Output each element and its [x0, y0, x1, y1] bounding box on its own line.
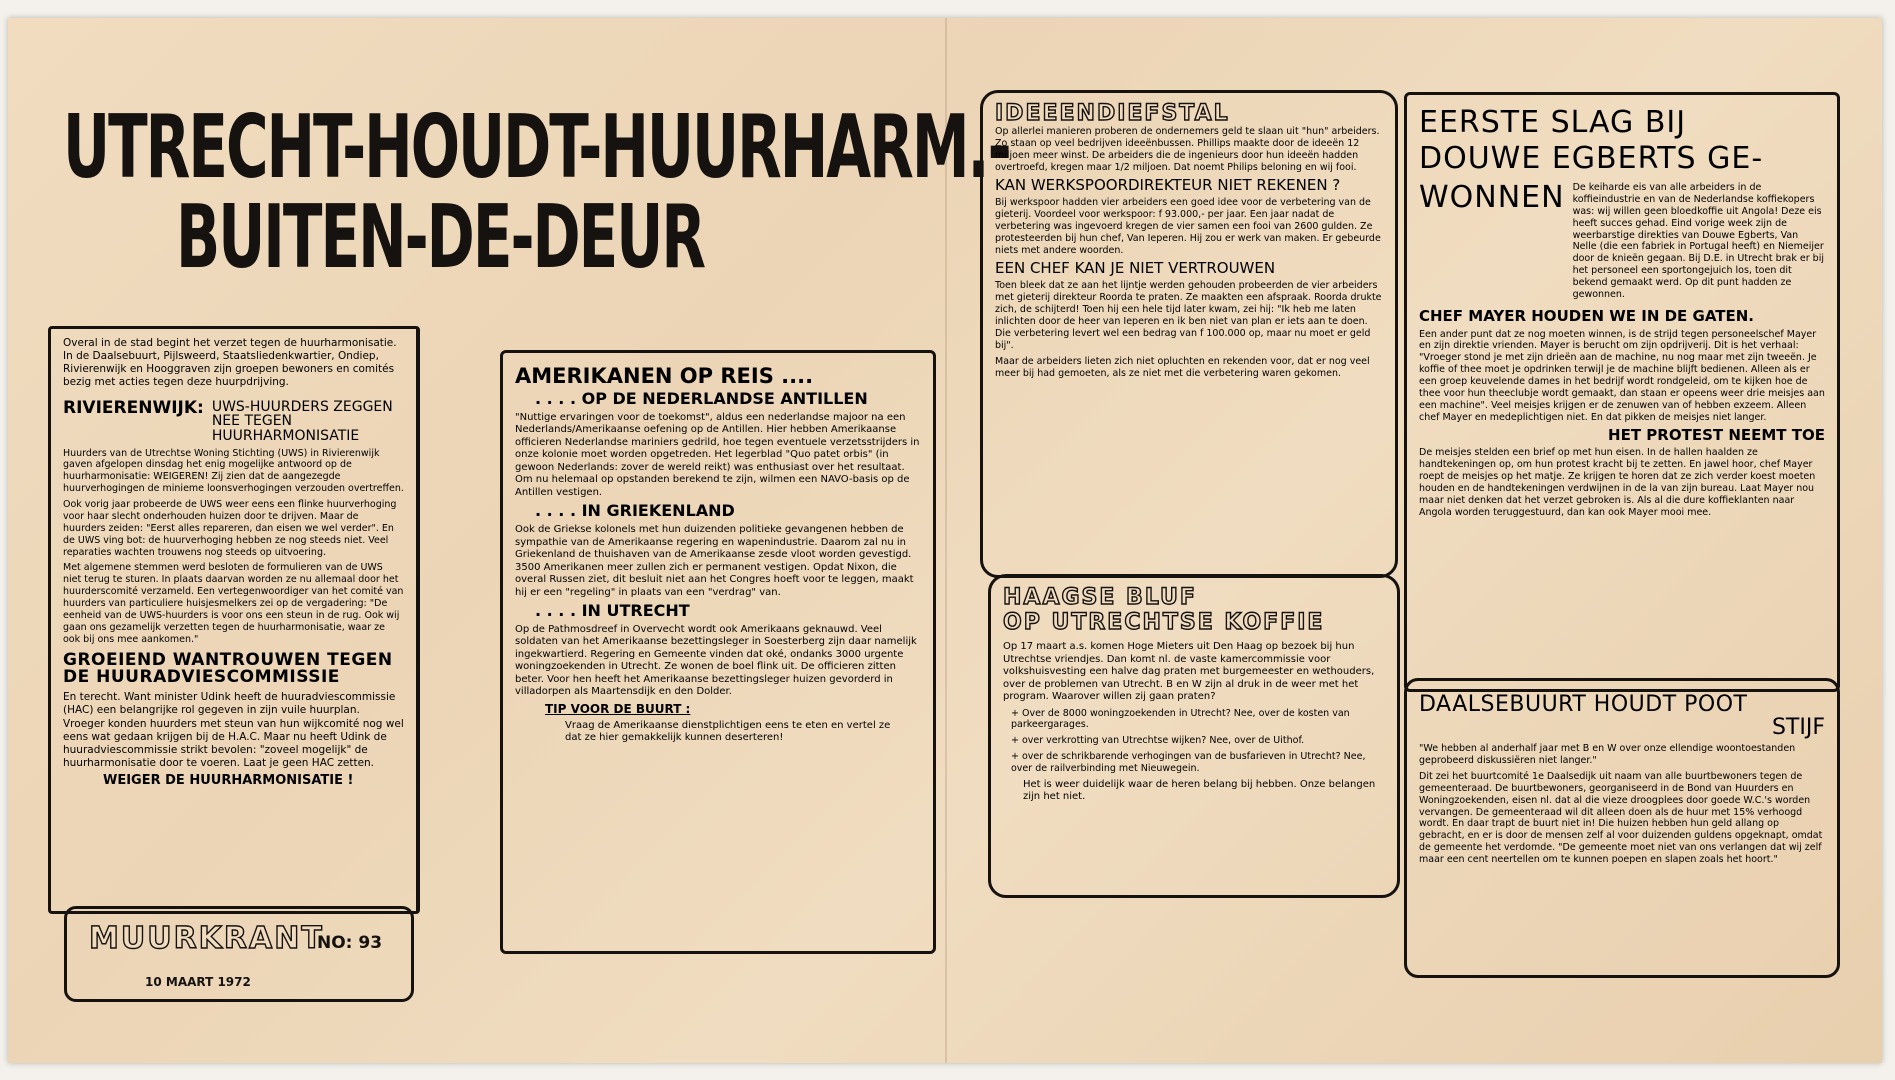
douwe-heading3: WONNEN — [1419, 180, 1565, 215]
left-body4: En terecht. Want minister Udink heeft de huuradviescommissie (HAC) een belangrijke rol gegeven in zijn vuile huurplan. Vroeger konden huurders met steun van hun wijkcomité nog wel eens wat gedaan krijgen bij de H.A.C. Maar nu heeft Udink de huuradviescommissie strikt bevolen: "zoveel mogelijk" de huurharmonisatie door te voeren. Laat je geen HAC zetten. — [63, 691, 404, 769]
main-title-line1: UTRECHT-HOUDT-HUURHARM.- — [63, 96, 1010, 198]
left-body3: Met algemene stemmen werd besloten de formulieren van de UWS niet terug te sturen. In plaats daarvan worden ze nu allemaal door het huurderscomité verzameld. Een vertegenwoordiger van het comité van huurders van particuliere huisjesmelkers zei op de vergadering: "De eenheid van de UWS-huurders is voor ons een steun in de rug. Ook wij gaan ons gezamelijk verzetten tegen de huurharmonisatie, waar ze ook bij ons mee aankomen." — [63, 562, 404, 645]
masthead-box — [64, 906, 414, 1002]
tip-body: Vraag de Amerikaanse dienstplichtigen eens te eten en vertel ze dat ze hier gemakkelijk kunnen deserteren! — [565, 719, 891, 744]
douwe-heading1: EERSTE SLAG BIJ — [1419, 105, 1687, 140]
haagse-item2: + over verkrotting van Utrechtse wijken? Nee, over de Uithof. — [1011, 735, 1305, 747]
griekenland-heading: . . . . IN GRIEKENLAND — [535, 501, 735, 521]
mayer-heading: CHEF MAYER HOUDEN WE IN DE GATEN. — [1419, 306, 1754, 325]
ideeendiefstal-heading: IDEEENDIEFSTAL — [995, 101, 1230, 126]
ideeendiefstal-box — [980, 90, 1398, 578]
utrecht-heading: . . . . IN UTRECHT — [535, 601, 690, 621]
antillen-heading: . . . . OP DE NEDERLANDSE ANTILLEN — [535, 389, 868, 409]
haagse-heading2: OP UTRECHTSE KOFFIE — [1003, 610, 1325, 635]
amerikanen-heading: AMERIKANEN OP REIS .... — [515, 364, 814, 388]
left-column — [48, 326, 420, 914]
douwe-body3: De meisjes stelden een brief op met hun eisen. In de hallen haalden ze handtekeningen op, om hun protest kracht bij te zetten. En jawel hoor, chef Mayer roept de meisjes op het matje. Ze krijgen te horen dat ze zich verder koest moeten houden en de handtekeningen verdwijnen in de la van zijn bureau. Laat Mayer nou maar niet denken dat het verzet gebroken is. Als al die dure koffieklanten naar Angola worden teruggestuurd, dan kan ook Mayer mooi mee. — [1419, 447, 1816, 518]
left-body2: Ook vorig jaar probeerde de UWS weer eens een flinke huurverhoging voor haar slecht onderhouden huizen door te drijven. Maar de huurders zeiden: "Eerst alles repareren, dan eisen we wel verder". En de UWS ving bot: de huurverhoging hebben ze nog steeds niet. Veel reparaties wachten trouwens nog steeds op uitvoering. — [63, 499, 397, 558]
tip-heading: TIP VOOR DE BUURT : — [545, 701, 691, 716]
douwe-body1-start — [1573, 182, 1825, 301]
left-body1: Huurders van de Utrechtse Woning Stichting (UWS) in Rivierenwijk gaven afgelopen dinsdag het enig mogelijke antwoord op de huurharmonisatie: WEIGEREN! Zij zien dat de aangezegde huurverhogingen de minieme loonsverhogingen verzouden overtreffen. — [63, 447, 404, 495]
left-intro: Overal in de stad begint het verzet tegen de huurharmonisatie. In de Daalsebuurt, Pijlsweerd, Staatsliedenkwartier, Ondiep, Rivierenwijk en Hooggraven zijn groepen bewoners en comités bezig met acties tegen deze huurpdrijving. — [63, 337, 397, 389]
muurkrant-sheet — [8, 18, 1882, 1063]
daalse-body1: "We hebben al anderhalf jaar met B en W over onze ellendige woontoestanden geprobeerd diskussiëren niet langer." — [1419, 743, 1796, 767]
issue-date: 10 MAART 1972 — [145, 975, 251, 989]
haagse-body1: Op 17 maart a.s. komen Hoge Mieters uit Den Haag op bezoek bij hun Utrechtse vriendjes. Dan komt nl. de vaste kamercommissie voor volkshuisvesting een halve dag praten met burgemeester en wethouders, over de problemen van Utrecht. B en W zijn al druk in de weer met het program. Waarover willen zij gaan praten? — [1003, 641, 1375, 702]
rivierenwijk-label: RIVIERENWIJK: — [63, 397, 204, 418]
idee-body2: Bij werkspoor hadden vier arbeiders een goed idee voor de verbetering van de gieterij. Voordeel voor werkspoor: f 93.000,- per jaar. Een jaar nadat de verbetering was ingevoerd kregen de vier samen een fooi van 2600 gulden. Ze protesteerden bij hun chef, Van Ieperen. Hij zou er werk van maken. Er gebeurde niets met andere woorden. — [995, 197, 1381, 256]
daalse-body2: Dit zei het buurtcomité 1e Daalsedijk uit naam van alle buurtbewoners tegen de gemeenteraad. De buurtbewoners, georganiseerd in de Bond van Huurders en Woningzoekenden, eisen nl. dat al die vieze droogplees door goede W.C.'s worden vervangen. De gemeenteraad wil dit alleen doen als de huur met 15% verhoogd wordt. En daar trapt de buurt niet in! Die huizen hebben hun geld allang op gebracht, en er is door de mensen zelf al voor duizenden guldens opgeknapt, omdat de gemeente het verdomde. "De gemeente moet niet van ons verlangen dat wij zelf maar een cent neertellen om te kunnen poepen en slapen zoals het hoort." — [1419, 770, 1823, 866]
middle-body1: "Nuttige ervaringen voor de toekomst", aldus een nederlandse majoor na een Nederlands/Amerikaanse oefening op de Antillen. Hier hebben Amerikaanse officieren Nederlandse mariniers gedrild, hoe tegen eventuele verzetsstrijders in onze kolonie moet worden opgetreden. Het legerblad "Quo patet orbis" (in gewoon Nederlands: zover de wereld reikt) was enthusiast over het resultaat. Om nu helemaal op opstanden berekend te zijn, wilmen een NAVO-basis op de Antillen vestigen. — [515, 411, 920, 498]
haagse-item1: + Over de 8000 woningzoekenden in Utrecht? Nee, over de kosten van parkeergarages. — [1011, 707, 1350, 731]
masthead-title: MUURKRANT — [89, 921, 324, 956]
haagse-item3: + over de schrikbarende verhogingen van de busfarieven in Utrecht? Nee, over de railverbinding met Nieuwegein. — [1011, 751, 1366, 774]
wantrouwen-heading: GROEIEND WANTROUWEN TEGEN DE HUURADVIESCOMMISSIE — [63, 649, 393, 688]
middle-body2: Ook de Griekse kolonels met hun duizenden politieke gevangenen hebben de sympathie van de Amerikaanse regering en wapenindustrie. Daarom zal nu in Griekenland de thuishaven van de Amerikaanse zesde vloot worden gevestigd. 3500 Amerikanen meer zullen zich er permanent vestigen. Opdat Nixon, die overal Russen ziet, dit besluit niet aan het Congres hoeft voor te leggen, maakt hij er een "regeling" in plaats van een "verdrag" van. — [515, 524, 914, 598]
douwe-body1: De keiharde eis van alle arbeiders in de koffieindustrie en van de Nederlandse koffiekopers was: wij willen geen bloedkoffie uit Angola! Deze eis heeft succes gehad. Eind vorige week zijn de weerbarstige direkties van Douwe Egberts, Van Nelle (die een fabriek in Portugal heeft) en Niemeijer door de knieën gegaan. Bij D.E. in Utrecht brak er bij het personeel een sportongejuich los, toen dit bekend gemaakt werd. Op dit punt hadden ze gewonnen. — [1572, 182, 1824, 300]
douwe-egberts-box — [1404, 92, 1840, 692]
idee-body4: Maar de arbeiders lieten zich niet opluchten en rekenden voor, dat er nog veel meer bij had gemoeten, als ze niet met die verbetering waren gekomen. — [995, 355, 1370, 379]
issue-number: NO: 93 — [317, 933, 383, 953]
haagse-bluf-box — [988, 574, 1400, 898]
haagse-body2: Het is weer duidelijk waar de heren belang bij hebben. Onze belangen zijn het niet. — [1023, 778, 1376, 803]
idee-body1: Op allerlei manieren proberen de ondernemers geld te slaan uit "hun" arbeiders. Zo staan op veel bedrijven ideeënbussen. Phillips maakte door de ideeën 12 miljoen meer winst. De arbeiders die de ingenieurs door hun ideeën hadden overtroefd, kregen maar 1/2 miljoen. Dat noemt Philips beloning en wij fooi. — [995, 126, 1380, 173]
rivierenwijk-heading: UWS-HUURDERS ZEGGEN NEE TEGEN HUURHARMONISATIE — [211, 398, 393, 444]
douwe-body2: Een ander punt dat ze nog moeten winnen, is de strijd tegen personeelschef Mayer en zijn direktie vrienden. Mayer is berucht om zijn opdrijverij. Dit is het verhaal: "Vroeger stond je met zijn drieën aan de machine, nu nog maar met zijn tweeën. Je koffie of thee moet je opdrinken terwijl je de machine blijft bedienen. Alleen als er een groep keuvelende dames in het bedrijf wordt rondgeleid, om te kijken hoe de thee voor hun theeclubje wordt gemaakt, dan staan er opeens weer drie meisjes aan een machine". Veel meisjes krijgen er de zenuwen van of hebben exzeem. Alleen chef Mayer en medeplichtigen niet. En dat pikken de meisjes niet langer. — [1419, 328, 1825, 423]
idee-body3: Toen bleek dat ze aan het lijntje werden gehouden probeerden de vier arbeiders met gieterij direkteur Roorda te praten. Ze maakten een afspraak. Roorda drukte zich, de schijterd! Toen hij een hele tijd later kwam, zei hij: "Ik heb me laten inlichten door de heer van Ieperen en ik ben niet van plan er iets aan te doen. Die verbetering levert wel een bedrag van f 100.000 op, maar nu moet er geld bij". — [995, 280, 1382, 351]
daalse-heading2: STIJF — [1771, 715, 1825, 741]
main-title-line2: BUITEN-DE-DEUR — [176, 186, 705, 288]
middle-column — [500, 350, 936, 954]
daalse-heading1: DAALSEBUURT HOUDT POOT — [1419, 692, 1748, 717]
weiger-slogan: WEIGER DE HUURHARMONISATIE ! — [103, 773, 354, 788]
chef-vertrouwen-heading: EEN CHEF KAN JE NIET VERTROUWEN — [995, 258, 1276, 277]
haagse-heading1: HAAGSE BLUF — [1003, 585, 1197, 610]
protest-heading: HET PROTEST NEEMT TOE — [1608, 425, 1825, 444]
douwe-heading2: DOUWE EGBERTS GE- — [1419, 140, 1764, 176]
daalsebuurt-box — [1404, 678, 1840, 978]
middle-body3: Op de Pathmosdreef in Overvecht wordt ook Amerikaans geknauwd. Veel soldaten van het Amerikaanse bezettingsleger in Soesterberg zijn daar namelijk ingekwartierd. Regering en Gemeente vinden dat oké, ondanks 3000 urgente woningzoekenden in Utrecht. Ze wonen de boel flink uit. De officieren zitten beter. Voor hen heeft het Amerikaanse bezettingsleger huizen gevorderd in villadorpen als Maartensdijk en den Dolder. — [515, 623, 917, 698]
werkspoor-heading: KAN WERKSPOORDIREKTEUR NIET REKENEN ? — [995, 175, 1341, 194]
